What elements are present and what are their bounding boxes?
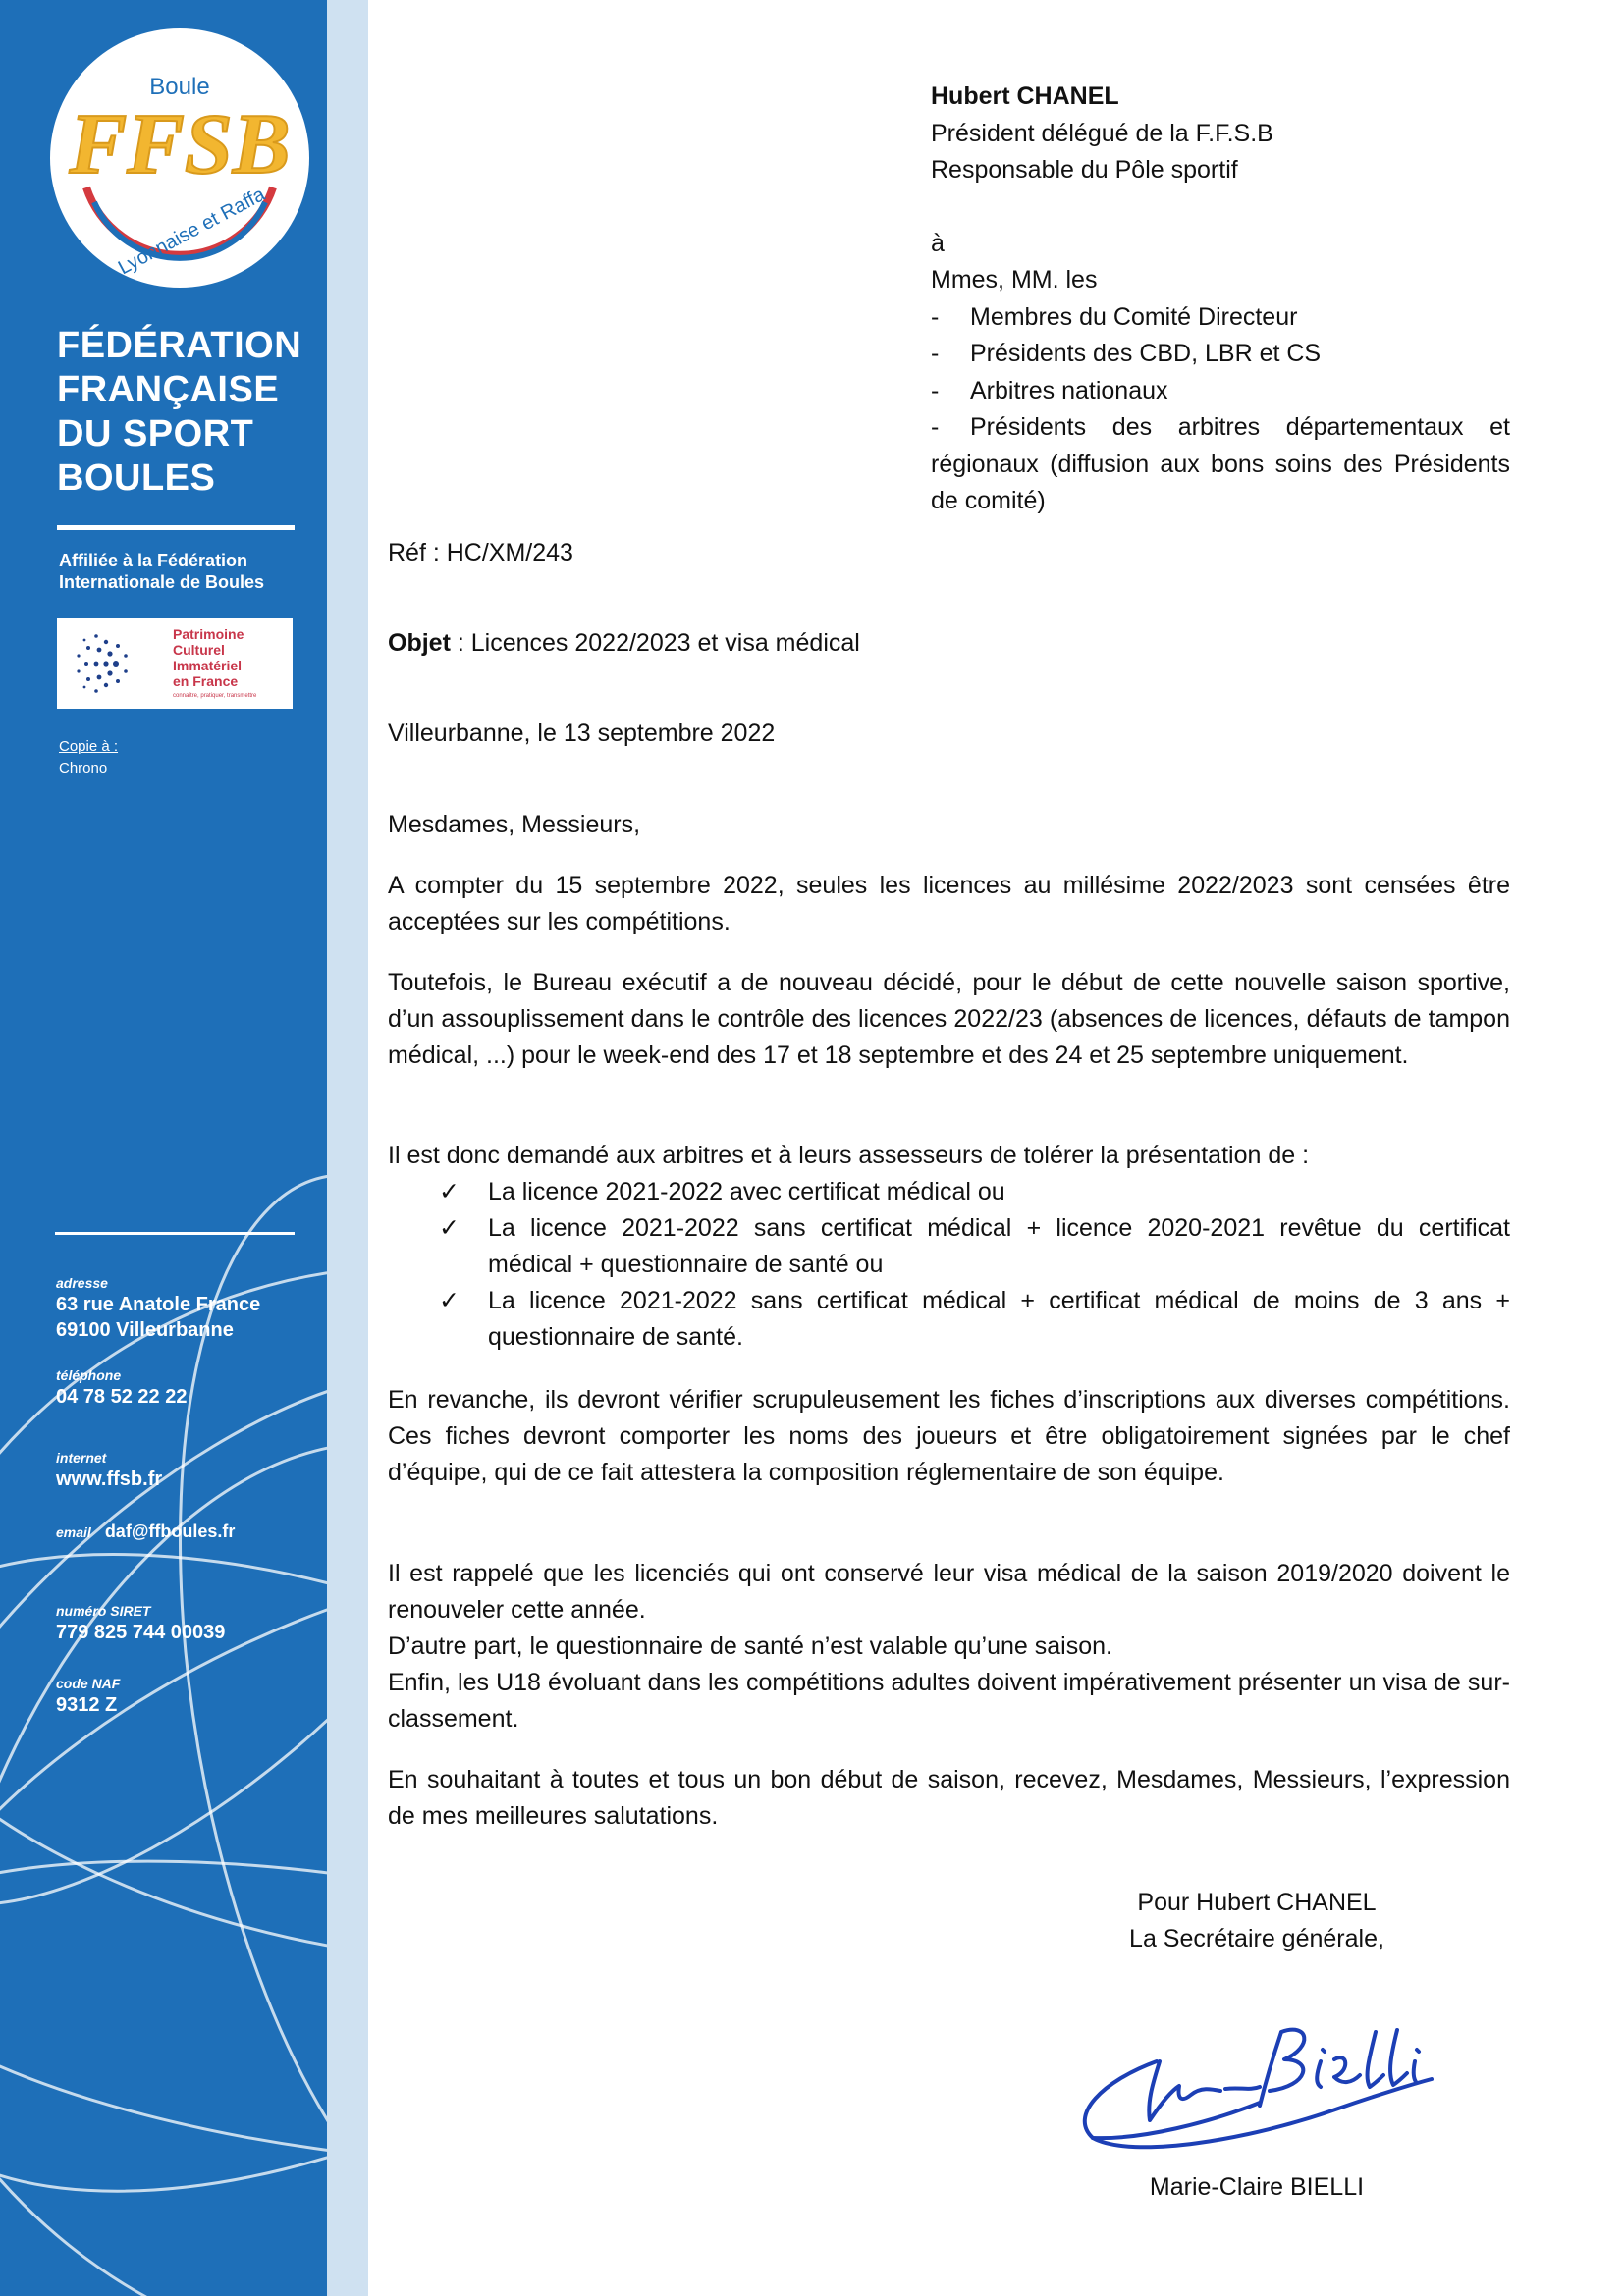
divider xyxy=(57,525,295,530)
option-item: ✓ La licence 2021-2022 sans certificat médical + licence 2020-2021 revêtue du certificat médical + questionnaire de santé ou xyxy=(388,1210,1510,1283)
check-icon: ✓ xyxy=(439,1178,460,1205)
siret-number: 779 825 744 00039 xyxy=(56,1622,226,1643)
email-block xyxy=(56,1522,235,1542)
to-word: à xyxy=(931,229,945,257)
address-label: adresse xyxy=(56,1275,108,1291)
naf-code: 9312 Z xyxy=(56,1694,118,1716)
internet-block xyxy=(56,1449,162,1492)
place-date: Villeurbanne, le 13 septembre 2022 xyxy=(388,720,776,747)
address-line2: 69100 Villeurbanne xyxy=(56,1319,234,1341)
option-item: ✓ La licence 2021-2022 sans certificat médical + certificat médical de moins de 3 ans + questionnaire de santé. xyxy=(388,1283,1510,1356)
federation-name-line: FÉDÉRATION xyxy=(57,325,302,366)
copy-note xyxy=(59,736,118,779)
website-link[interactable]: www.ffsb.fr xyxy=(56,1468,163,1490)
phone-block xyxy=(56,1366,187,1410)
heritage-line: en France xyxy=(173,673,239,689)
subject-line xyxy=(388,625,1510,662)
federation-name xyxy=(57,324,312,501)
heritage-tagline: connaître, pratiquer, transmettre xyxy=(173,693,257,699)
subject-label: Objet xyxy=(388,629,451,657)
phone-number: 04 78 52 22 22 xyxy=(56,1386,188,1408)
federation-name-line: DU SPORT xyxy=(57,413,254,454)
sender-name: Hubert CHANEL xyxy=(931,82,1119,110)
federation-name-line: BOULES xyxy=(57,457,216,499)
paragraph: En souhaitant à toutes et tous un bon début de saison, recevez, Mesdames, Messieurs, l’expression de mes meilleures salutations. xyxy=(388,1766,1510,1830)
siret-block xyxy=(56,1602,225,1645)
reference: Réf : HC/XM/243 xyxy=(388,539,573,566)
naf-block xyxy=(56,1675,120,1718)
copy-label: Copie à : xyxy=(59,738,119,755)
heritage-line: Culturel xyxy=(173,642,225,658)
email-label: email xyxy=(56,1524,91,1540)
heritage-badge xyxy=(57,618,293,709)
heritage-dots-icon xyxy=(67,628,165,699)
sender-title: Président délégué de la F.F.S.B xyxy=(931,119,1273,147)
sidebar xyxy=(0,0,327,2296)
heritage-text xyxy=(173,626,244,689)
recipient-item: - Arbitres nationaux xyxy=(931,376,1168,404)
closing-block xyxy=(1075,1885,1438,1957)
options-list xyxy=(388,1174,1510,1356)
heritage-line: Patrimoine xyxy=(173,626,244,642)
logo-bottom-text: Lyonnaise et Raffa xyxy=(114,184,269,280)
signer-name: Marie-Claire BIELLI xyxy=(1149,2173,1365,2201)
paragraph: A compter du 15 septembre 2022, seules les licences au millésime 2022/2023 sont censées être acceptées sur les compétitions. xyxy=(388,872,1510,935)
paragraph: Toutefois, le Bureau exécutif a de nouveau décidé, pour le début de cette nouvelle saison sportive, d’un assouplissement dans le contrôle des licences 2022/23 (absences de licences, défauts de tampon médical, ...) pour le week-end des 17 et 18 septembre et des 24 et 25 septembre uniquement. xyxy=(388,969,1510,1069)
federation-name-line: FRANÇAISE xyxy=(57,369,280,410)
internet-label: internet xyxy=(56,1450,107,1466)
contact-divider xyxy=(55,1232,295,1235)
email-link[interactable]: daf@ffboules.fr xyxy=(104,1522,236,1541)
affiliation-line: Affiliée à la Fédération xyxy=(59,551,248,570)
logo-top-text: Boule xyxy=(149,74,210,100)
recipients-intro: Mmes, MM. les xyxy=(931,266,1098,294)
option-item: ✓ La licence 2021-2022 avec certificat médical ou xyxy=(388,1174,1510,1210)
paragraph: Enfin, les U18 évoluant dans les compétitions adultes doivent impérativement présenter un visa de sur-classement. xyxy=(388,1669,1510,1733)
subject-text: : Licences 2022/2023 et visa médical xyxy=(450,629,860,657)
signature xyxy=(1063,1993,1436,2160)
ffsb-logo xyxy=(47,26,312,291)
address-line1: 63 rue Anatole France xyxy=(56,1294,261,1315)
paragraph-intro: Il est donc demandé aux arbitres et à leurs assesseurs de tolérer la présentation de : xyxy=(388,1142,1310,1169)
siret-label: numéro SIRET xyxy=(56,1603,151,1619)
phone-label: téléphone xyxy=(56,1367,122,1383)
logo-letters: FFSB xyxy=(69,97,291,192)
closing-line: La Secrétaire générale, xyxy=(1129,1925,1384,1952)
check-icon: ✓ xyxy=(439,1214,460,1242)
affiliation-line: Internationale de Boules xyxy=(59,572,265,592)
naf-label: code NAF xyxy=(56,1676,121,1691)
letter-header xyxy=(931,79,1510,520)
sidebar-stripe xyxy=(327,0,368,2296)
paragraph: D’autre part, le questionnaire de santé n’est valable qu’une saison. xyxy=(388,1632,1112,1660)
heritage-line: Immatériel xyxy=(173,658,243,673)
affiliation-text xyxy=(59,550,264,593)
paragraph: Il est rappelé que les licenciés qui ont conservé leur visa médical de la saison 2019/2020 doivent le renouveler cette année. xyxy=(388,1560,1510,1624)
recipient-item: - Membres du Comité Directeur xyxy=(931,302,1298,331)
check-icon: ✓ xyxy=(439,1287,460,1314)
sender-role: Responsable du Pôle sportif xyxy=(931,156,1238,184)
address-block xyxy=(56,1274,260,1343)
salutation: Mesdames, Messieurs, xyxy=(388,811,641,838)
recipient-item: - Présidents des CBD, LBR et CS xyxy=(931,340,1322,367)
recipient-item: - Présidents des arbitres départementaux et régionaux (diffusion aux bons soins des Présidents de comité) xyxy=(931,413,1510,514)
copy-value: Chrono xyxy=(59,760,108,776)
closing-line: Pour Hubert CHANEL xyxy=(1137,1889,1377,1916)
options-block xyxy=(388,1138,1510,1356)
paragraph: En revanche, ils devront vérifier scrupuleusement les fiches d’inscriptions aux diverses compétitions. Ces fiches devront comporter les noms des joueurs et être obligatoirement signées par le chef d’équipe, qui de ce fait attestera la composition réglementaire de son équipe. xyxy=(388,1386,1510,1486)
